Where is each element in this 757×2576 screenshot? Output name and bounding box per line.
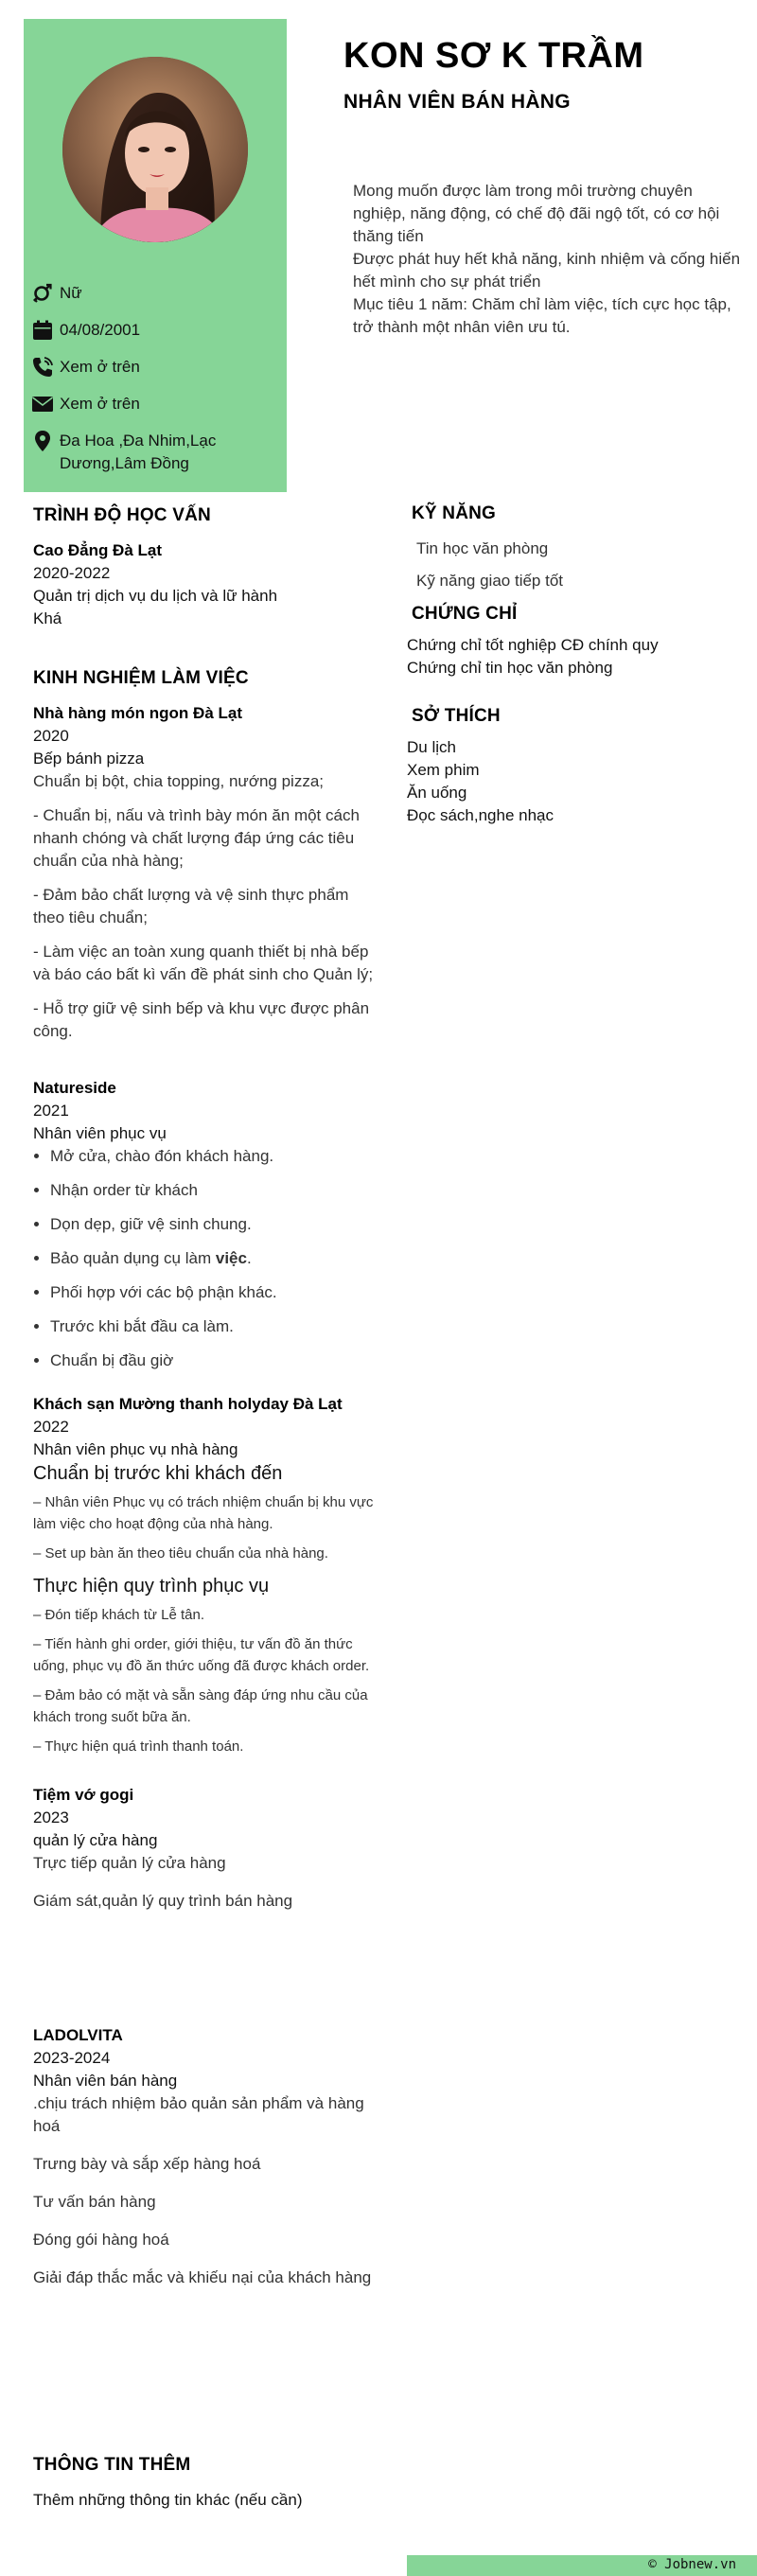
education-school: Cao Đẳng Đà Lạt (33, 541, 163, 559)
hobbies-section (407, 706, 748, 827)
career-objective (353, 180, 741, 339)
education-grade: Khá (33, 609, 62, 627)
job-desc: - Làm việc an toàn xung quanh thiết bị nhà bếp và báo cáo bất kì vấn đề phát sinh cho Quản lý; (33, 943, 374, 983)
extra-section (33, 2455, 374, 2512)
education-major: Quản trị dịch vụ du lịch và lữ hành (33, 587, 278, 605)
hobbies-title: SỞ THÍCH (412, 706, 501, 726)
job-desc: Chuẩn bị bột, chia topping, nướng pizza; (33, 772, 325, 790)
job-desc: Tư vấn bán hàng (33, 2193, 156, 2211)
job-entry (33, 1784, 378, 1913)
certificate-item: Chứng chỉ tin học văn phòng (407, 659, 613, 677)
job-bullet: • Chuẩn bị đầu giờ (50, 1350, 378, 1372)
job-desc: - Chuẩn bị, nấu và trình bày món ăn một cách nhanh chóng và chất lượng đáp ứng các tiêu chuẩn của nhà hàng; (33, 806, 360, 870)
contact-list (31, 282, 279, 475)
job-year: 2022 (33, 1418, 69, 1436)
contact-gender (31, 282, 279, 319)
job-bullet: • Trước khi bắt đầu ca làm. (50, 1315, 378, 1338)
job-desc: – Đảm bảo có mặt và sẵn sàng đáp ứng nhu cầu của khách trong suốt bữa ăn. (33, 1687, 368, 1725)
job-desc: Giám sát,quản lý quy trình bán hàng (33, 1892, 293, 1910)
job-company: Nhà hàng món ngon Đà Lạt (33, 704, 242, 722)
contact-address (31, 430, 279, 475)
experience-title: KINH NGHIỆM LÀM VIỆC (33, 668, 249, 688)
job-bullet-period: . (246, 1249, 252, 1267)
job-entry (33, 702, 378, 1043)
skill-item: Tin học văn phòng (416, 539, 549, 557)
email-value: Xem ở trên (60, 395, 140, 413)
job-desc: Đóng gói hàng hoá (33, 2231, 169, 2249)
job-year: 2023-2024 (33, 2049, 111, 2067)
job-bullets (33, 1145, 378, 1372)
avatar (62, 57, 248, 242)
objective-line: Được phát huy hết khả năng, kinh nhiệm và cống hiến hết mình cho sự phát triển (353, 250, 741, 291)
certificates-title: CHỨNG CHỈ (412, 604, 518, 624)
extra-text: Thêm những thông tin khác (nếu cần) (33, 2491, 303, 2509)
hobby-item: Ăn uống (407, 784, 467, 802)
job-role: quản lý cửa hàng (33, 1831, 158, 1849)
objective-line: Mong muốn được làm trong môi trường chuyên nghiệp, năng động, có chế độ đãi ngộ tốt, có cơ hội thăng tiến (353, 182, 720, 245)
phone-value: Xem ở trên (60, 358, 140, 376)
job-desc: - Đảm bảo chất lượng và vệ sinh thực phẩm theo tiêu chuẩn; (33, 886, 349, 926)
gender-value: Nữ (60, 284, 82, 302)
job-bullet: • Dọn dẹp, giữ vệ sinh chung. (50, 1213, 378, 1236)
experience-section (33, 668, 378, 2289)
education-title: TRÌNH ĐỘ HỌC VẤN (33, 505, 211, 525)
job-company: Tiệm vớ gogi (33, 1786, 134, 1804)
job-bullet: • Phối hợp với các bộ phận khác. (50, 1281, 378, 1304)
candidate-job-title: NHÂN VIÊN BÁN HÀNG (343, 91, 571, 113)
education-section (33, 505, 374, 630)
skills-title: KỸ NĂNG (412, 503, 497, 523)
job-entry (33, 1077, 378, 1372)
job-desc: Trưng bày và sắp xếp hàng hoá (33, 2155, 261, 2173)
job-role: Nhân viên bán hàng (33, 2072, 178, 2090)
profile-sidebar (24, 19, 287, 492)
skill-item: Kỹ năng giao tiếp tốt (416, 572, 564, 590)
job-role: Bếp bánh pizza (33, 750, 145, 768)
job-company: Natureside (33, 1079, 116, 1097)
location-icon (31, 430, 60, 452)
hobby-item: Du lịch (407, 738, 456, 756)
job-year: 2021 (33, 1102, 69, 1120)
job-entry (33, 1393, 378, 1757)
job-bullet (50, 1247, 378, 1270)
job-desc: Trực tiếp quản lý cửa hàng (33, 1854, 226, 1872)
contact-birthday (31, 319, 279, 356)
phone-icon (31, 356, 60, 379)
avatar-photo (62, 57, 248, 242)
address-value: Đa Hoa ,Đa Nhim,Lạc Dương,Lâm Đồng (60, 432, 217, 472)
job-entry (33, 2024, 378, 2289)
contact-email (31, 393, 279, 430)
extra-title: THÔNG TIN THÊM (33, 2455, 191, 2475)
contact-phone (31, 356, 279, 393)
job-bullet-bold: việc (215, 1249, 247, 1267)
gender-icon (31, 282, 60, 305)
certificates-section (407, 604, 748, 679)
hobby-item: Đọc sách,nghe nhạc (407, 806, 554, 824)
certificate-item: Chứng chỉ tốt nghiệp CĐ chính quy (407, 636, 659, 654)
job-year: 2023 (33, 1808, 69, 1826)
footer-bar (407, 2555, 757, 2576)
job-role: Nhân viên phục vụ nhà hàng (33, 1440, 238, 1458)
job-desc: – Tiến hành ghi order, giới thiệu, tư vấn đồ ăn thức uống, phục vụ đồ ăn thức uống đã được khách order. (33, 1636, 370, 1674)
job-desc: - Hỗ trợ giữ vệ sinh bếp và khu vực được phân công. (33, 999, 370, 1040)
email-icon (31, 393, 60, 415)
job-desc: – Nhân viên Phục vụ có trách nhiệm chuẩn bị khu vực làm việc cho hoạt động của nhà hàng. (33, 1494, 374, 1532)
job-desc: – Đón tiếp khách từ Lễ tân. (33, 1607, 204, 1623)
job-subheading: Chuẩn bị trước khi khách đến (33, 1463, 283, 1484)
calendar-icon (31, 319, 60, 342)
job-bullet: • Mở cửa, chào đón khách hàng. (50, 1145, 378, 1168)
job-desc: Giải đáp thắc mắc và khiếu nại của khách hàng (33, 2268, 372, 2286)
skills-section (407, 503, 748, 592)
job-subheading: Thực hiện quy trình phục vụ (33, 1576, 270, 1597)
job-company: LADOLVITA (33, 2026, 123, 2044)
hobby-item: Xem phim (407, 761, 480, 779)
job-bullet-text: Bảo quản dụng cụ làm (50, 1249, 212, 1267)
objective-line: Mục tiêu 1 năm: Chăm chỉ làm việc, tích cực học tập, trở thành một nhân viên ưu tú. (353, 295, 731, 336)
candidate-name: KON SƠ K TRẦM (343, 36, 644, 76)
footer-brand: © Jobnew.vn (648, 2557, 736, 2572)
job-desc: – Thực hiện quá trình thanh toán. (33, 1738, 244, 1755)
job-role: Nhân viên phục vụ (33, 1124, 167, 1142)
job-year: 2020 (33, 727, 69, 745)
job-desc: .chịu trách nhiệm bảo quản sản phẩm và hàng hoá (33, 2094, 364, 2135)
job-desc: – Set up bàn ăn theo tiêu chuẩn của nhà hàng. (33, 1545, 328, 1561)
job-bullet: • Nhận order từ khách (50, 1179, 378, 1202)
birthday-value: 04/08/2001 (60, 321, 141, 339)
job-company: Khách sạn Mường thanh holyday Đà Lạt (33, 1395, 343, 1413)
education-period: 2020-2022 (33, 564, 111, 582)
